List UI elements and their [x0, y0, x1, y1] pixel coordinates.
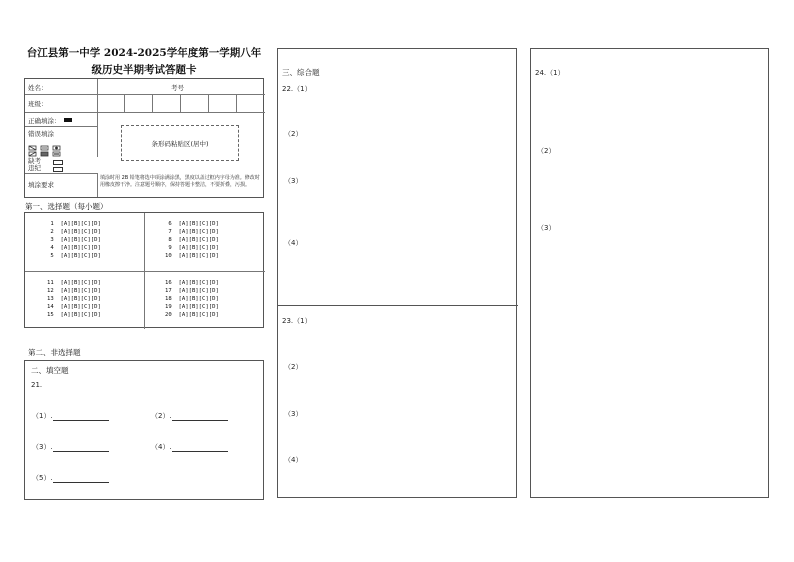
- name-label: 姓名：: [28, 84, 48, 92]
- mcq-row[interactable]: 2 [A][B][C][D]: [47, 229, 101, 235]
- mcq-row[interactable]: 10 [A][B][C][D]: [165, 253, 219, 259]
- wrong-fill-label: 错误填涂: [28, 130, 54, 138]
- mcq-row[interactable]: 17 [A][B][C][D]: [165, 288, 219, 294]
- barcode-area: [121, 125, 239, 161]
- mcq-group-3[interactable]: [47, 279, 101, 319]
- mcq-row[interactable]: 15 [A][B][C][D]: [47, 312, 101, 318]
- q22-part-4[interactable]: （4）: [284, 239, 303, 247]
- mcq-row[interactable]: 18 [A][B][C][D]: [165, 296, 219, 302]
- q23-label: 23.（1）: [282, 317, 312, 325]
- correct-fill-sample: [64, 118, 72, 122]
- section1-title: 第一、选择题（每小题）: [25, 202, 108, 211]
- absent-checkbox[interactable]: [53, 160, 63, 165]
- mcq-row[interactable]: 14 [A][B][C][D]: [47, 304, 101, 310]
- q22-part-2[interactable]: （2）: [284, 130, 303, 138]
- exam-no-grid[interactable]: [97, 94, 263, 112]
- requirements-label: 填涂要求: [28, 181, 54, 189]
- mcq-row[interactable]: 1 [A][B][C][D]: [47, 221, 101, 227]
- mcq-row[interactable]: 12 [A][B][C][D]: [47, 288, 101, 294]
- mcq-group-4[interactable]: [165, 279, 219, 319]
- mcq-row[interactable]: 7 [A][B][C][D]: [165, 229, 219, 235]
- blank-2[interactable]: （2）.: [151, 411, 228, 421]
- mcq-row[interactable]: 13 [A][B][C][D]: [47, 296, 101, 302]
- mcq-box: [24, 212, 264, 328]
- mcq-row[interactable]: 5 [A][B][C][D]: [47, 253, 101, 259]
- correct-fill-label: 正确填涂：: [28, 117, 61, 125]
- barcode-label: 条形码粘贴区(居中): [151, 139, 209, 148]
- wrong-fill-samples: [28, 142, 88, 154]
- exam-no-label: 考号: [171, 84, 184, 92]
- q24-part-2[interactable]: （2）: [537, 147, 556, 155]
- blank-3[interactable]: （3）.: [32, 442, 109, 452]
- fill-blank-box: [24, 360, 264, 500]
- q24-part-3[interactable]: （3）: [537, 224, 556, 232]
- page-title: [24, 45, 264, 79]
- q24-box: [530, 48, 769, 498]
- cheat-checkbox[interactable]: [53, 167, 63, 172]
- mcq-group-2[interactable]: [165, 220, 219, 260]
- mcq-row[interactable]: 20 [A][B][C][D]: [165, 312, 219, 318]
- blank-5[interactable]: （5）.: [32, 473, 109, 483]
- section2-title: 第二、非选择题: [28, 348, 81, 357]
- blank-1[interactable]: （1）.: [32, 411, 109, 421]
- q23-part-3[interactable]: （3）: [284, 410, 303, 418]
- q21-label: 21.: [31, 381, 43, 389]
- q23-part-4[interactable]: （4）: [284, 456, 303, 464]
- mcq-row[interactable]: 9 [A][B][C][D]: [165, 245, 219, 251]
- title-line-1: 台江县第一中学 2024-2025学年度第一学期八年: [26, 47, 262, 59]
- mcq-row[interactable]: 6 [A][B][C][D]: [165, 221, 219, 227]
- cheat-label: 违纪: [28, 164, 41, 172]
- q22-part-3[interactable]: （3）: [284, 177, 303, 185]
- q22-label: 22.（1）: [282, 85, 312, 93]
- mcq-row[interactable]: 19 [A][B][C][D]: [165, 304, 219, 310]
- q23-part-2[interactable]: （2）: [284, 363, 303, 371]
- absent-cheat-labels: [28, 158, 41, 172]
- absent-label: 缺考: [28, 157, 41, 165]
- requirements-text: 填涂时用 2B 铅笔将选中项涂满涂黑，黑度以盖过框内字母为准。修改时用橡皮擦干净。注意题号顺序，保持答题卡整洁，不要折叠，污损。: [100, 175, 260, 188]
- mcq-row[interactable]: 8 [A][B][C][D]: [165, 237, 219, 243]
- mcq-row[interactable]: 3 [A][B][C][D]: [47, 237, 101, 243]
- mcq-row[interactable]: 16 [A][B][C][D]: [165, 280, 219, 286]
- mcq-group-1[interactable]: [47, 220, 101, 260]
- fill-blank-subtitle: 二、填空题: [31, 366, 69, 375]
- mcq-row[interactable]: 4 [A][B][C][D]: [47, 245, 101, 251]
- section3-title: 三、综合题: [282, 68, 320, 77]
- class-label: 班级：: [28, 100, 48, 108]
- blank-4[interactable]: （4）.: [151, 442, 228, 452]
- title-line-2: 级历史半期考试答题卡: [91, 64, 197, 76]
- comprehensive-box: [277, 48, 517, 498]
- mcq-row[interactable]: 11 [A][B][C][D]: [47, 280, 101, 286]
- q24-label: 24.（1）: [535, 69, 565, 77]
- info-block: [24, 78, 264, 198]
